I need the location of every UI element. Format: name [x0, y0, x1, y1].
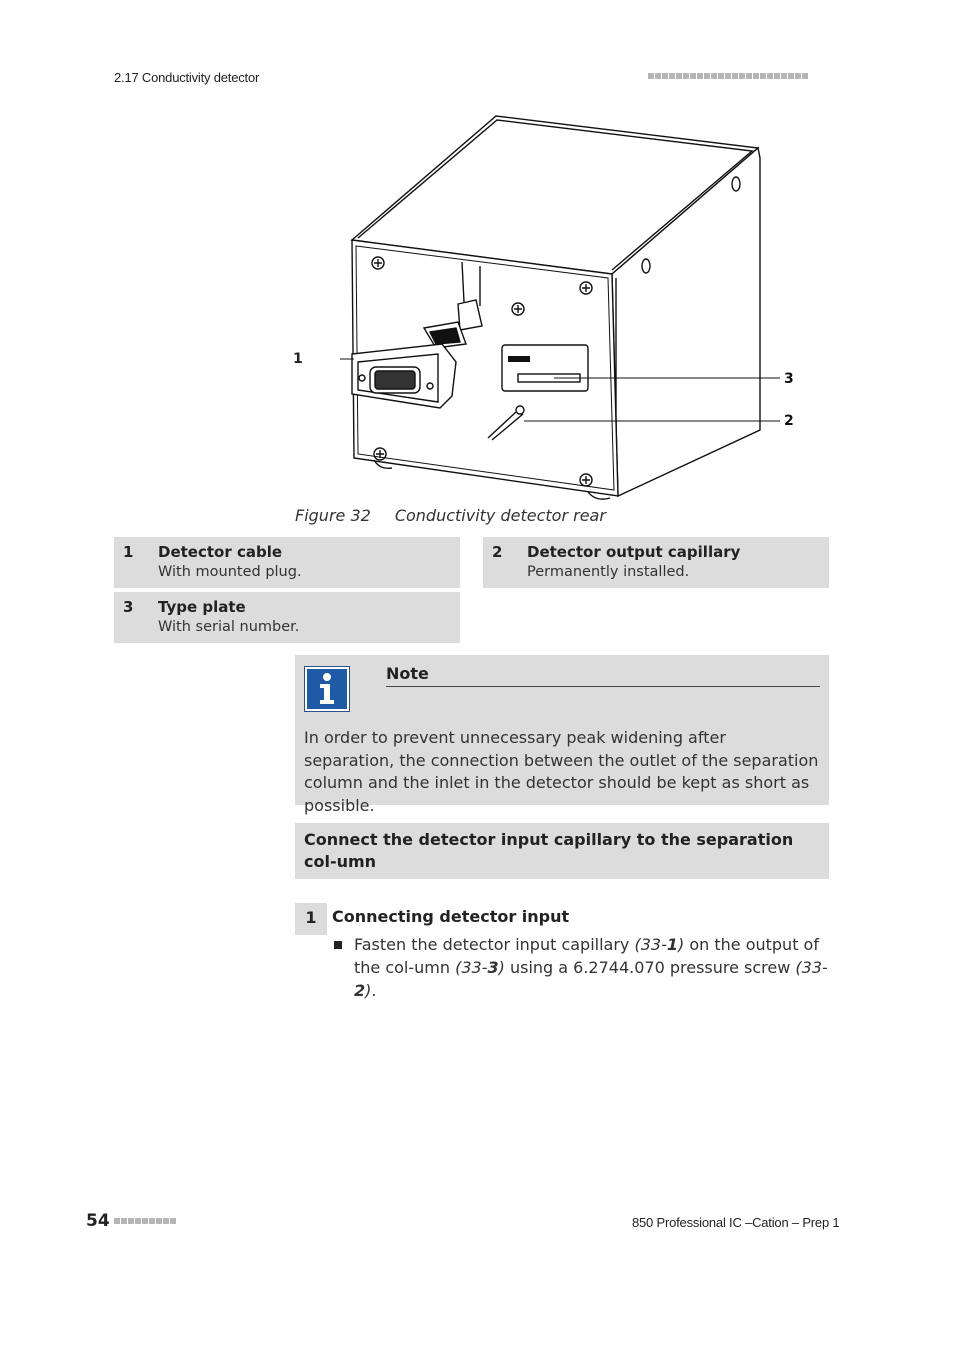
instruction-text: on the output of the col-umn [354, 935, 819, 977]
step-number: 1 [295, 903, 327, 935]
instruction-text: . [371, 981, 377, 1000]
step-title: Connecting detector input [332, 907, 570, 926]
reference-1: (33-1) [634, 935, 685, 954]
legend-item-1 [114, 537, 460, 588]
section-title: Connect the detector input capillary to the separation col-umn [304, 830, 794, 871]
legend-item-2 [483, 537, 829, 588]
callout-1-label: 1 [293, 351, 303, 367]
note-box [295, 655, 829, 815]
product-name: 850 Professional IC –Cation – Prep 1 [632, 1215, 840, 1230]
page-number: 54 [86, 1211, 110, 1231]
legend-title: Type plate [158, 598, 246, 616]
callout-3: 3 [784, 371, 794, 387]
legend-title: Detector output capillary [527, 543, 741, 561]
instruction-text: Fasten the detector input capillary [354, 935, 635, 954]
instruction-text: using a 6.2744.070 pressure screw [504, 958, 796, 977]
figure-caption [295, 506, 606, 525]
legend-number: 1 [123, 543, 134, 561]
legend-title: Detector cable [158, 543, 283, 561]
legend-number: 2 [492, 543, 503, 561]
bullet-marker [334, 941, 342, 949]
note-divider [386, 686, 820, 687]
step-instruction [354, 933, 832, 1002]
section-heading-box [295, 823, 829, 879]
header-decoration [648, 73, 808, 79]
note-body: In order to prevent unnecessary peak widening after separation, the connection between the outlet of the separation column and the inlet in the detector should be kept as short as possible. [304, 728, 819, 815]
detector-figure [340, 112, 810, 504]
legend-description: Permanently installed. [527, 564, 690, 580]
reference-3: (33-3) [455, 958, 505, 977]
callout-2: 2 [784, 413, 794, 429]
figure-number: Figure 32 [295, 506, 371, 525]
footer-decoration [114, 1218, 176, 1224]
legend-item-3 [114, 592, 460, 643]
reference-2: (33-2) [354, 958, 828, 1000]
legend-description: With serial number. [158, 619, 300, 635]
info-icon [304, 666, 350, 712]
note-title: Note [386, 664, 429, 683]
figure-title: Conductivity detector rear [394, 506, 606, 525]
detector-rear-illustration [340, 112, 810, 504]
running-header: 2.17 Conductivity detector [114, 70, 260, 85]
legend-description: With mounted plug. [158, 564, 302, 580]
legend-number: 3 [123, 598, 134, 616]
